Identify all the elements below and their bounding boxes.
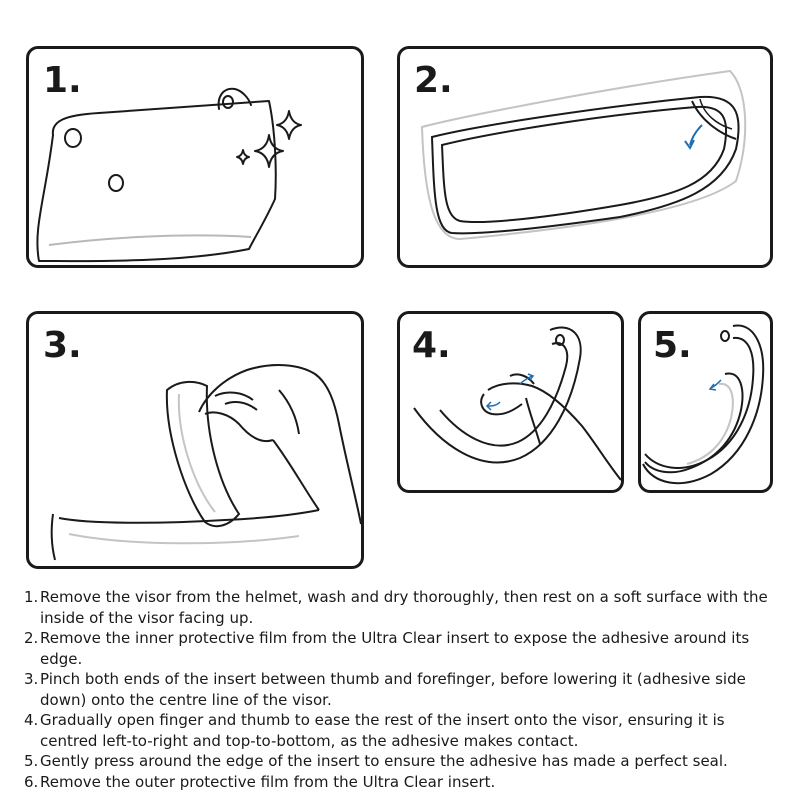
- insert-peel-illustration: [400, 49, 770, 265]
- step-5-number: 5.: [653, 325, 692, 366]
- instruction-text: Gently press around the edge of the insert to ensure the adhesive has made a perfect seal.: [40, 752, 728, 770]
- instruction-number: 4.: [24, 711, 39, 729]
- instruction-item: [24, 669, 784, 710]
- instruction-item: [24, 772, 784, 793]
- step-3-panel: [26, 311, 364, 569]
- instruction-number: 1.: [24, 588, 39, 606]
- instruction-item: [24, 628, 784, 669]
- step-3-number: 3.: [43, 325, 82, 366]
- instruction-number: 6.: [24, 772, 39, 791]
- step-5-panel: [638, 311, 773, 493]
- instruction-item: [24, 587, 784, 628]
- instruction-number: 2.: [24, 629, 39, 647]
- step-1-number: 1.: [43, 60, 82, 101]
- instruction-number: 3.: [24, 670, 39, 688]
- step-2-panel: [397, 46, 773, 268]
- instruction-text: Remove the outer protective film from the Ultra Clear insert.: [40, 772, 496, 791]
- instruction-list: [24, 587, 784, 792]
- step-1-panel: [26, 46, 364, 268]
- instruction-text: Pinch both ends of the insert between thumb and forefinger, before lowering it (adhesive side down) onto the centre line of the visor.: [40, 670, 746, 709]
- instruction-item: [24, 710, 784, 751]
- instruction-number: 5.: [24, 752, 39, 770]
- instruction-text: Remove the visor from the helmet, wash and dry thoroughly, then rest on a soft surface with the inside of the visor facing up.: [40, 588, 768, 627]
- sparkle-icon: [237, 111, 301, 167]
- step-4-number: 4.: [412, 325, 451, 366]
- instruction-text: Gradually open finger and thumb to ease the rest of the insert onto the visor, ensuring it is centred left-to-right and top-to-bottom, as the adhesive makes contact.: [40, 711, 725, 750]
- peel-arrow-icon: [690, 125, 702, 145]
- instruction-text: Remove the inner protective film from the Ultra Clear insert to expose the adhesive around its edge.: [40, 629, 750, 668]
- step-2-number: 2.: [414, 60, 453, 101]
- step-4-panel: [397, 311, 624, 493]
- instruction-item: [24, 751, 784, 772]
